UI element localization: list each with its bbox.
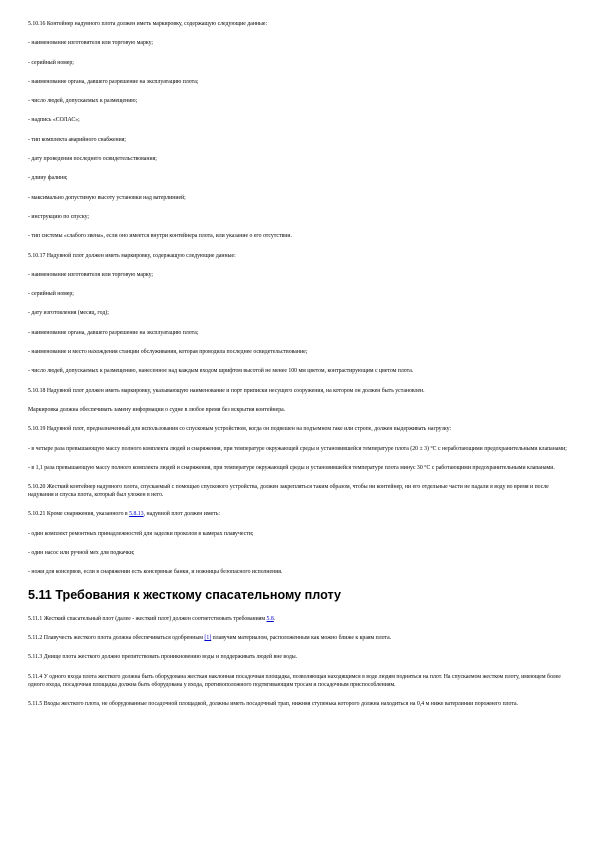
paragraph: 5.11.5 Входы жесткого плота, не оборудованные посадочной площадкой, должны иметь посадочный трап, нижняя ступенька которого должна находиться на 0,4 м ниже ватерлинии порожнего плота. — [28, 700, 519, 707]
list-item: - серийный номер; — [28, 291, 74, 298]
list-item: - в четыре раза превышающую массу полного комплекта людей и снаряжения, при температуре окружающей среды и установившейся температуре плота (20 ± 3) °С с неработающими предохранительными клапанами; — [28, 445, 567, 452]
list-item: - наименование органа, давшего разрешение на эксплуатацию плота; — [28, 78, 199, 85]
text: 5.11.1 Жесткий спасательный плот (далее - жесткий плот) должен соответствовать требованиям — [28, 615, 267, 622]
section-heading: 5.11 Требования к жесткому спасательному плоту — [28, 587, 341, 602]
list-item: - серийный номер; — [28, 59, 74, 66]
list-item: - один насос или ручной мех для подкачки; — [28, 550, 135, 557]
paragraph: 5.10.19 Надувной плот, предназначенный для использования со спусковым устройством, когда он подвешен на подъемном гаке или стропе, должен выдерживать нагрузку: — [28, 426, 452, 433]
list-item: - ножи для консервов, если в снаряжении есть консервные банки, и ножницы безопасного исполнения. — [28, 569, 283, 576]
paragraph: 5.10.20 Жесткий контейнер надувного плота, спускаемый с помощью спускового устройства, должен закрепляться таким образом, чтобы ни контейнер, ни его отдельные части не падали в воду во время и после надувания и спуска плота, который был уложен в него. — [28, 484, 549, 499]
text: 5.11.2 Плавучесть жесткого плота должна обеспечиваться одобренным — [28, 634, 205, 641]
list-item: - наименование изготовителя или торговую марку; — [28, 40, 154, 47]
list-item: - в 1,1 раза превышающую массу полного комплекта людей и снаряжения, при температуре окружающей среды и установившейся температуре плота минус 30 °С с работающими предохранительными клапанами. — [28, 464, 555, 471]
paragraph-with-link — [28, 510, 570, 518]
list-item: - один комплект ремонтных принадлежностей для заделки проколов в камерах плавучести; — [28, 530, 254, 537]
list-item: - наименование изготовителя или торговую марку; — [28, 271, 154, 278]
text: . — [273, 615, 276, 622]
paragraph-with-link — [28, 615, 570, 623]
text: 5.10.21 Кроме снаряжения, указанного в — [28, 511, 130, 518]
document-page — [28, 20, 570, 719]
list-item: - длину фалиня; — [28, 175, 68, 182]
list-item: - тип системы «слабого звена», если оно имеется внутри контейнера плота, или указание о его отсутствии. — [28, 233, 292, 240]
list-item: - наименование органа, давшего разрешение на эксплуатацию плота; — [28, 329, 199, 336]
list-item: - максимально допустимую высоту установки над ватерлинией; — [28, 194, 186, 201]
list-item: - дату проведения последнего освидетельствования; — [28, 156, 157, 163]
list-item: - дату изготовления (месяц, год); — [28, 310, 109, 317]
paragraph: Маркировка должна обеспечивать замену информации о судне в любое время без вскрытия контейнера. — [28, 406, 286, 413]
reference-link[interactable]: [1] — [204, 634, 212, 641]
paragraph: 5.10.16 Контейнер надувного плота должен иметь маркировку, содержащую следующие данные: — [28, 21, 268, 27]
reference-link[interactable]: 5.8.13 — [129, 511, 144, 518]
list-item: - число людей, допускаемых к размещению; — [28, 98, 138, 105]
paragraph: 5.11.4 У одного входа плота жесткого должна быть оборудована жесткая наклонная посадочная площадка, позволяющая находящимся в воде людям подняться на плот. На спускаемом жестком плоту, имеющем более одного входа, посадочная площадка должна быть оборудована у входа, противоположного подтягивающим тросам и посадочным приспособлениям. — [28, 673, 561, 688]
text: , надувной плот должен иметь: — [143, 511, 220, 518]
list-item: - наименование и место нахождения станции обслуживания, которая проводила последнее освидетельствование; — [28, 349, 308, 356]
list-item: - надпись «СОЛАС»; — [28, 117, 80, 124]
list-item: - число людей, допускаемых к размещению, нанесенное над каждым входом шрифтом высотой не менее 100 мм цветом, контрастирующим с цветом плота. — [28, 368, 414, 375]
paragraph-with-link — [28, 634, 570, 642]
paragraph: 5.11.3 Днище плота жесткого должно препятствовать проникновению воды и поддерживать людей вне воды. — [28, 654, 298, 661]
paragraph: 5.10.17 Надувной плот должен иметь маркировку, содержащую следующие данные: — [28, 252, 236, 259]
list-item: - тип комплекта аварийного снабжения; — [28, 136, 127, 143]
reference-link[interactable]: 5.8 — [266, 615, 274, 622]
list-item: - инструкцию по спуску; — [28, 213, 90, 220]
paragraph: 5.10.18 Надувной плот должен иметь маркировку, указывающую наименование и порт приписки несущего сооружения, на котором он должен быть установлен. — [28, 387, 425, 394]
text: плавучим материалом, расположенным как можно ближе к краям плота. — [211, 634, 392, 641]
